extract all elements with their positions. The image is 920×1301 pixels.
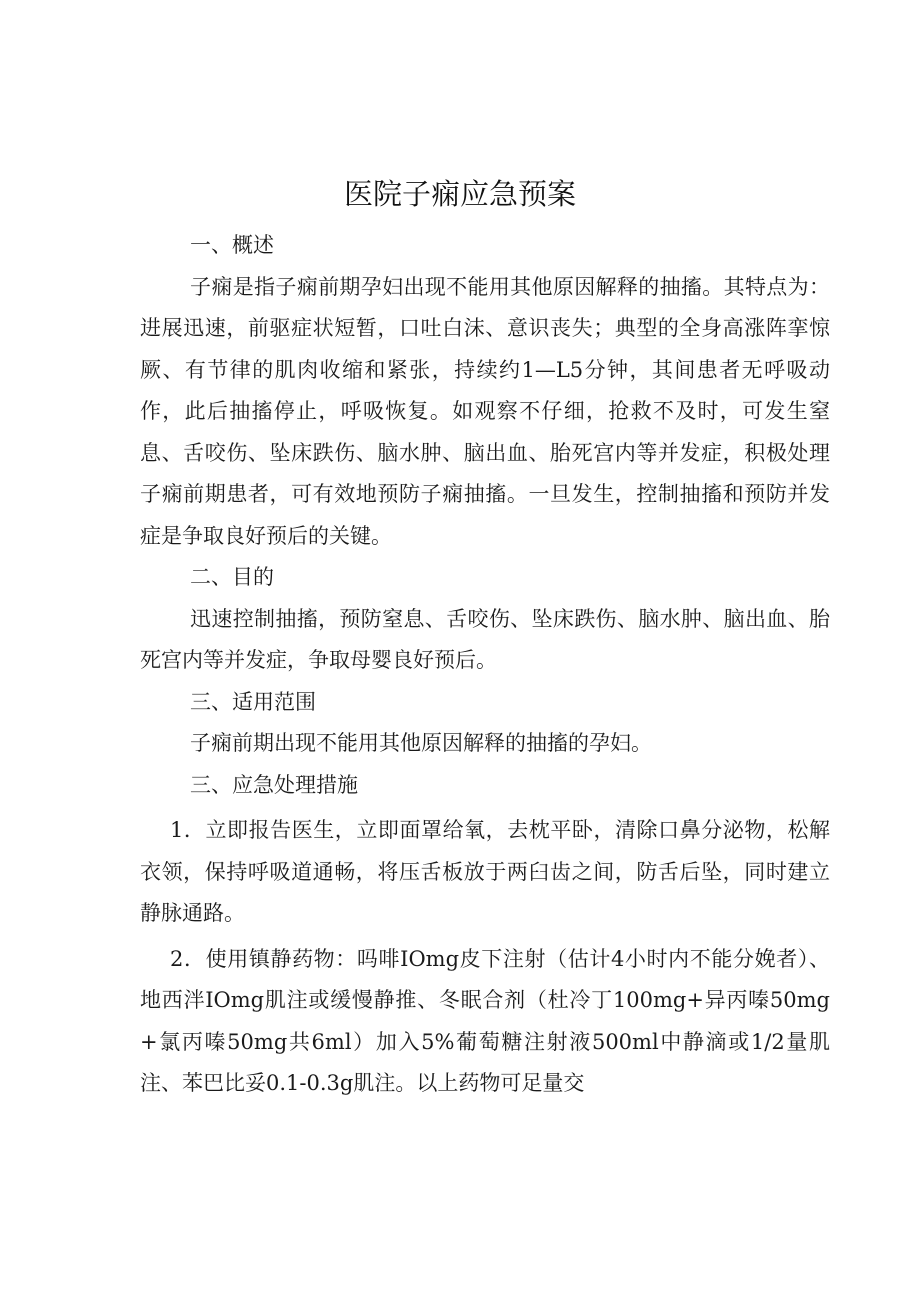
scope-paragraph: 子痫前期出现不能用其他原因解释的抽搐的孕妇。 [190,731,652,755]
measure-step-1: 1．立即报告医生，立即面罩给氧，去枕平卧，清除口鼻分泌物，松解衣领，保持呼吸道通畅，将压舌板放于两臼齿之间，防舌后坠，同时建立静脉通路。 [140,818,830,925]
measure-step-2: 2．使用镇静药物：吗啡IOmg皮下注射（估计4小时内不能分娩者）、地西泮IOmg肌注或缓慢静推、冬眠合剂（杜冷丁100mg+异丙嗪50mg+氯丙嗪50mg共6ml）加入5%葡萄糖注射液500ml中静滴或1/2量肌注、苯巴比妥0.1-0.3g肌注。以上药物可足量交 [140,946,830,1095]
purpose-paragraph: 迅速控制抽搐，预防窒息、舌咬伤、坠床跌伤、脑水肿、脑出血、胎死宫内等并发症，争取母婴良好预后。 [140,606,830,672]
overview-paragraph: 子痫是指子痫前期孕妇出现不能用其他原因解释的抽搐。其特点为：进展迅速，前驱症状短暂，口吐白沫、意识丧失；典型的全身高涨阵挛惊厥、有节律的肌肉收缩和紧张，持续约1—L5分钟，其间患者无呼吸动作，此后抽搐停止，呼吸恢复。如观察不仔细，抢救不及时，可发生窒息、舌咬伤、坠床跌伤、脑水肿、脑出血、胎死宫内等并发症，积极处理子痫前期患者，可有效地预防子痫抽搐。一旦发生，控制抽搐和预防并发症是争取良好预后的关键。 [140,274,830,548]
section-heading-scope: 三、适用范围 [190,689,316,714]
document-body [140,225,830,1105]
document-title: 医院子痫应急预案 [343,177,576,211]
section-heading-purpose: 二、目的 [190,565,274,589]
section-heading-overview: 一、概述 [190,233,274,257]
section-heading-emergency-measures: 三、应急处理措施 [190,772,358,797]
